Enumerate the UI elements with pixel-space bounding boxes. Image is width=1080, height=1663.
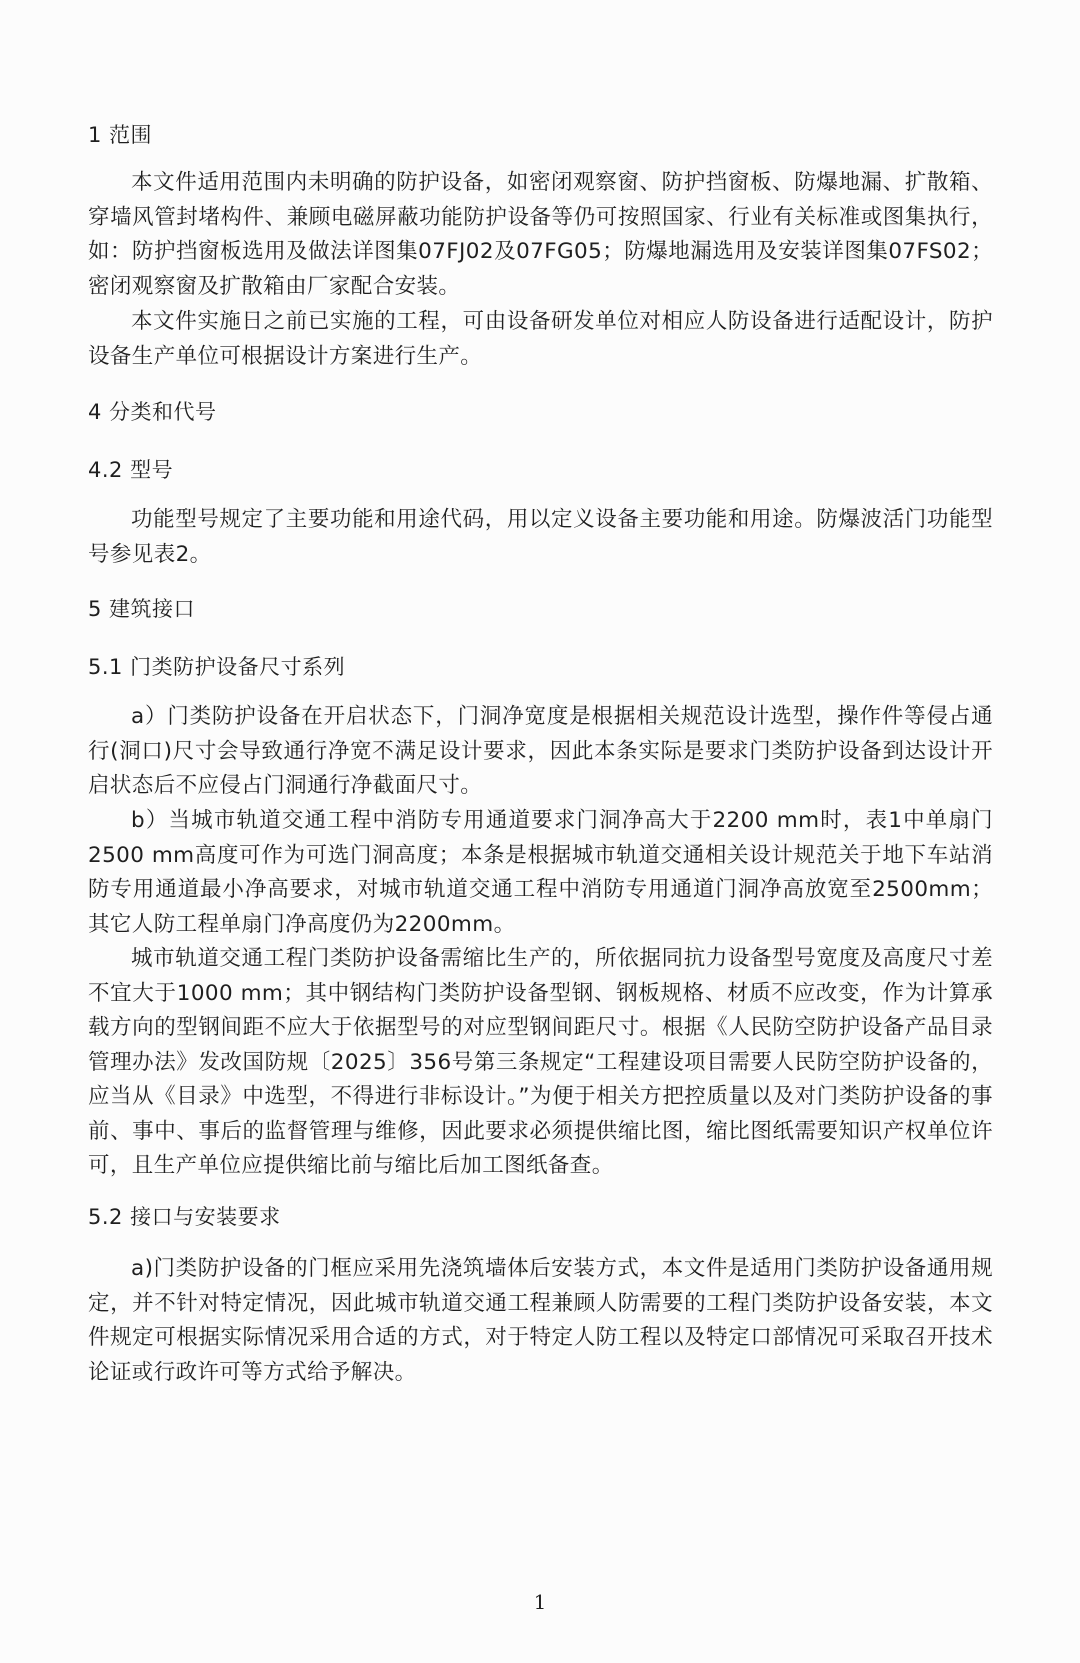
section-5-1-paragraph-3: 城市轨道交通工程门类防护设备需缩比生产的，所依据同抗力设备型号宽度及高度尺寸差不宜大于1000 mm；其中钢结构门类防护设备型钢、钢板规格、材质不应改变，作为计算承载方向的型钢间距不应大于依据型号的对应型钢间距尺寸。根据《人民防空防护设备产品目录管理办法》发改国防规〔2025〕356号第三条规定“工程建设项目需要人民防空防护设备的，应当从《目录》中选型，不得进行非标设计。”为便于相关方把控质量以及对门类防护设备的事前、事中、事后的监督管理与维修，因此要求必须提供缩比图，缩比图纸需要知识产权单位许可，且生产单位应提供缩比前与缩比后加工图纸备查。 [88, 946, 993, 1178]
section-1-paragraph-2: 本文件实施日之前已实施的工程，可由设备研发单位对相应人防设备进行适配设计，防护设备生产单位可根据设计方案进行生产。 [88, 309, 993, 369]
section-5-2-paragraph-1: a)门类防护设备的门框应采用先浇筑墙体后安装方式，本文件是适用门类防护设备通用规定，并不针对特定情况，因此城市轨道交通工程兼顾人防需要的工程门类防护设备安装，本文件规定可根据实际情况采用合适的方式，对于特定人防工程以及特定口部情况可采取召开技术论证或行政许可等方式给予解决。 [88, 1256, 993, 1385]
section-5-2-heading: 5.2 接口与安装要求 [88, 1205, 281, 1229]
section-5-1-paragraph-2: b）当城市轨道交通工程中消防专用通道要求门洞净高大于2200 mm时，表1中单扇门2500 mm高度可作为可选门洞高度；本条是根据城市轨道交通相关设计规范关于地下车站消防专用通道最小净高要求，对城市轨道交通工程中消防专用通道门洞净高放宽至2500mm；其它人防工程单扇门净高度仍为2200mm。 [88, 808, 993, 937]
section-1-paragraph-1: 本文件适用范围内未明确的防护设备，如密闭观察窗、防护挡窗板、防爆地漏、扩散箱、穿墙风管封堵构件、兼顾电磁屏蔽功能防护设备等仍可按照国家、行业有关标准或图集执行，如：防护挡窗板选用及做法详图集07FJ02及07FG05；防爆地漏选用及安装详图集07FS02；密闭观察窗及扩散箱由厂家配合安装。 [88, 170, 993, 299]
section-5-1-paragraph-1: a）门类防护设备在开启状态下，门洞净宽度是根据相关规范设计选型，操作件等侵占通行(洞口)尺寸会导致通行净宽不满足设计要求，因此本条实际是要求门类防护设备到达设计开启状态后不应侵占门洞通行净截面尺寸。 [88, 704, 993, 798]
section-5-heading: 5 建筑接口 [88, 597, 196, 621]
page-number: 1 [533, 1590, 547, 1614]
section-1-heading: 1 范围 [88, 123, 153, 147]
section-4-2-paragraph-1: 功能型号规定了主要功能和用途代码，用以定义设备主要功能和用途。防爆波活门功能型号参见表2。 [88, 507, 993, 567]
section-4-heading: 4 分类和代号 [88, 400, 217, 424]
section-4-2-heading: 4.2 型号 [88, 458, 174, 482]
section-5-1-heading: 5.1 门类防护设备尺寸系列 [88, 655, 346, 679]
